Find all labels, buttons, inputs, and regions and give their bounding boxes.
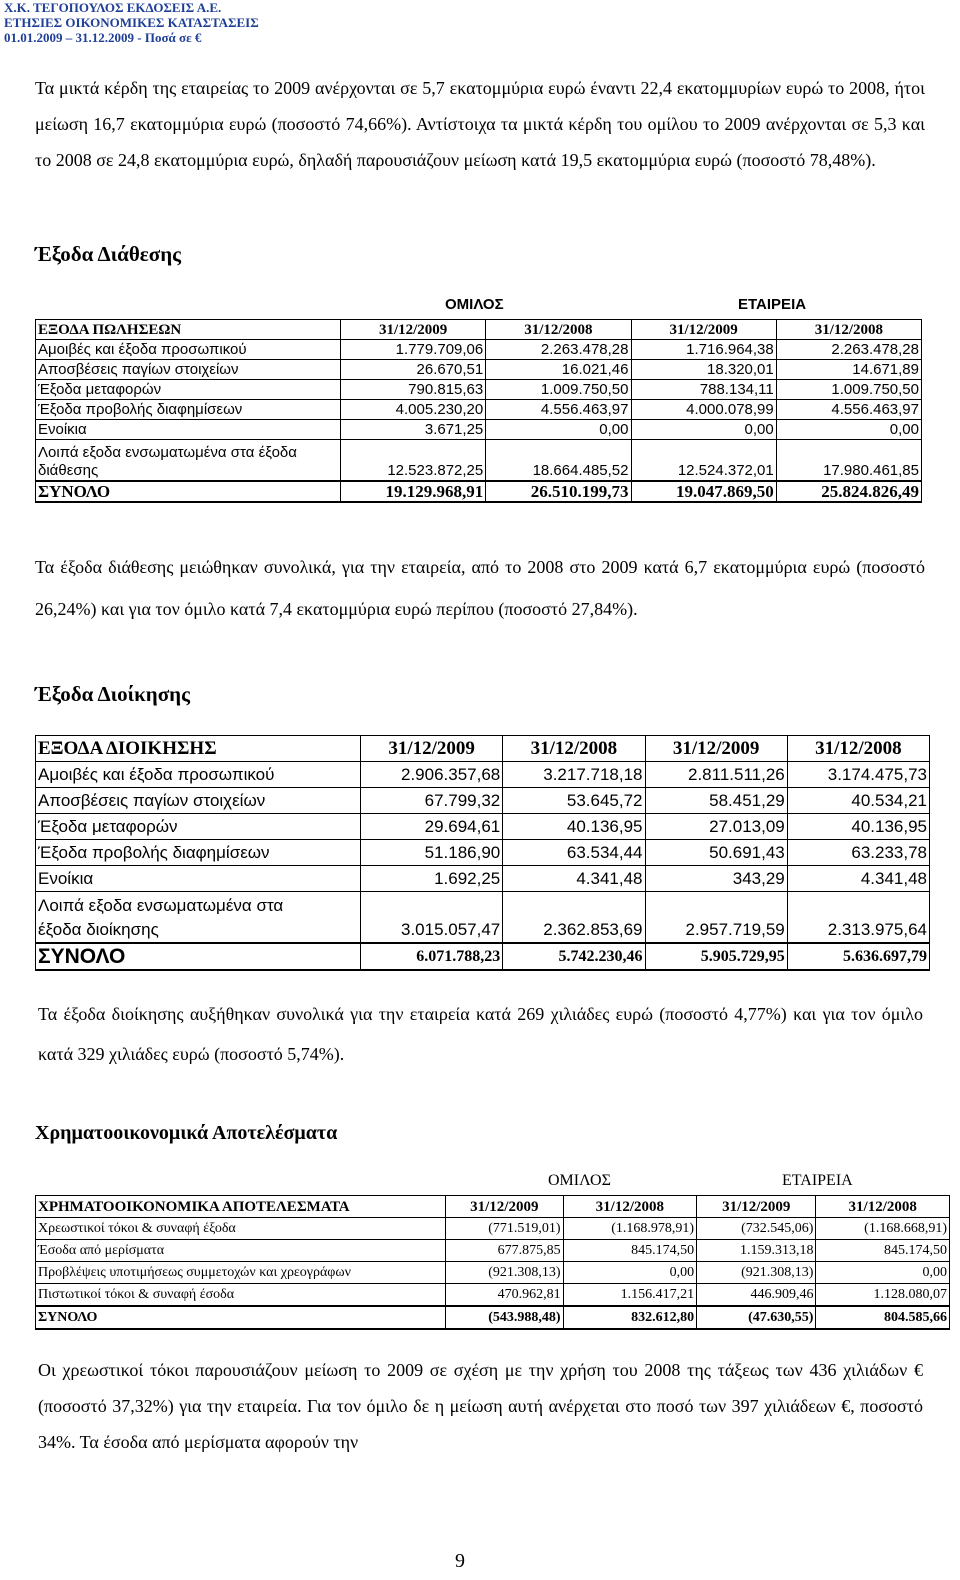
table-row	[36, 1284, 950, 1307]
cell-value: 63.534,44	[503, 840, 645, 866]
cell-value: 4.341,48	[503, 866, 645, 892]
table-header-cell: 31/12/2008	[816, 1196, 950, 1218]
section-title-admin-expenses: Έξοδα Διοίκησης	[35, 682, 190, 706]
document-header	[4, 0, 404, 45]
cell-value: (771.519,01)	[446, 1218, 564, 1240]
row-label: Έξοδα προβολής διαφημίσεων	[36, 840, 361, 866]
table-header-cell: 31/12/2009	[341, 320, 486, 340]
page-number: 9	[455, 1550, 465, 1572]
table-header-cell: ΕΞΟΔΑ ΠΩΛΗΣΕΩΝ	[36, 320, 341, 340]
cell-value: 2.957.719,59	[645, 892, 787, 944]
cell-value: 12.523.872,25	[341, 440, 486, 482]
group-label-omilos: ΟΜΙΛΟΣ	[548, 1172, 611, 1189]
row-label	[36, 440, 341, 482]
row-label: Έσοδα από μερίσματα	[36, 1240, 446, 1262]
table-row	[36, 440, 922, 482]
report-period: 01.01.2009 – 31.12.2009 - Ποσά σε €	[4, 30, 202, 45]
cell-value: 470.962,81	[446, 1284, 564, 1307]
row-label-line: διάθεσης	[38, 462, 99, 479]
cell-value: 12.524.372,01	[631, 440, 776, 482]
cell-value: (921.308,13)	[697, 1262, 816, 1284]
cell-value: (921.308,13)	[446, 1262, 564, 1284]
cell-value: 51.186,90	[361, 840, 503, 866]
cell-value: (1.168.668,91)	[816, 1218, 950, 1240]
cell-value: 0,00	[563, 1262, 697, 1284]
cell-value: 27.013,09	[645, 814, 787, 840]
cell-value: (1.168.978,91)	[563, 1218, 697, 1240]
total-value: 804.585,66	[816, 1306, 950, 1329]
cell-value: 4.341,48	[787, 866, 929, 892]
table-row	[36, 360, 922, 380]
cell-value: 26.670,51	[341, 360, 486, 380]
total-value: 5.636.697,79	[787, 943, 929, 970]
table-header-cell: 31/12/2009	[645, 736, 787, 762]
table-row	[36, 762, 930, 788]
cell-value: 58.451,29	[645, 788, 787, 814]
table-header-row	[36, 320, 922, 340]
row-label	[36, 892, 361, 944]
cell-value: 4.556.463,97	[486, 400, 631, 420]
table-header-cell: 31/12/2008	[563, 1196, 697, 1218]
total-row	[36, 943, 930, 970]
total-value: 19.129.968,91	[341, 481, 486, 502]
paragraph-selling-expenses: Τα έξοδα διάθεσης μειώθηκαν συνολικά, για την εταιρεία, από το 2008 στο 2009 κατά 6,7 εκατομμύρια ευρώ (ποσοστό 26,24%) και για τον όμιλο κατά 7,4 εκατομμύρια ευρώ περίπου (ποσοστό 27,84%).	[35, 557, 925, 619]
selling-expenses-table	[35, 319, 922, 503]
paragraph-admin-expenses: Τα έξοδα διοίκησης αυξήθηκαν συνολικά για την εταιρεία κατά 269 χιλιάδες ευρώ (ποσοστό 4,77%) και για τον όμιλο κατά 329 χιλιάδες ευρώ (ποσοστό 5,74%).	[38, 1004, 923, 1064]
cell-value: 4.556.463,97	[776, 400, 921, 420]
cell-value: 790.815,63	[341, 380, 486, 400]
section-title-selling-expenses: Έξοδα Διάθεσης	[35, 242, 181, 266]
cell-value: 677.875,85	[446, 1240, 564, 1262]
row-label: Χρεωστικοί τόκοι & συναφή έξοδα	[36, 1218, 446, 1240]
cell-value: 4.005.230,20	[341, 400, 486, 420]
table-header-row	[36, 736, 930, 762]
cell-value: 3.671,25	[341, 420, 486, 440]
row-label: Αμοιβές και έξοδα προσωπικού	[36, 762, 361, 788]
total-value: 832.612,80	[563, 1306, 697, 1329]
row-label: Έξοδα μεταφορών	[36, 814, 361, 840]
cell-value: 788.134,11	[631, 380, 776, 400]
cell-value: 3.015.057,47	[361, 892, 503, 944]
report-title: ΕΤΗΣΙΕΣ ΟΙΚΟΝΟΜΙΚΕΣ ΚΑΤΑΣΤΑΣΕΙΣ	[4, 15, 259, 30]
table-header-cell: 31/12/2009	[697, 1196, 816, 1218]
table-row	[36, 866, 930, 892]
total-value: (543.988,48)	[446, 1306, 564, 1329]
table3-group-header	[0, 1172, 960, 1192]
row-label: Προβλέψεις υποτιμήσεως συμμετοχών και χρεογράφων	[36, 1262, 446, 1284]
table-header-cell: 31/12/2009	[631, 320, 776, 340]
cell-value: 40.136,95	[503, 814, 645, 840]
cell-value: 1.156.417,21	[563, 1284, 697, 1307]
row-label: Ενοίκια	[36, 866, 361, 892]
row-label-line: Λοιπά εξοδα ενσωματωμένα στα έξοδα	[38, 444, 297, 461]
total-label: ΣΥΝΟΛΟ	[36, 481, 341, 502]
cell-value: 845.174,50	[563, 1240, 697, 1262]
total-value: 26.510.199,73	[486, 481, 631, 502]
cell-value: 14.671,89	[776, 360, 921, 380]
paragraph-gross-profit: Τα μικτά κέρδη της εταιρείας το 2009 ανέρχονται σε 5,7 εκατομμύρια ευρώ έναντι 22,4 εκατομμυρίων ευρώ το 2008, ήτοι μείωση 16,7 εκατομμύρια ευρώ (ποσοστό 74,66%). Αντίστοιχα τα μικτά κέρδη του ομίλου το 2009 ανέρχονται σε 5,3 και το 2008 σε 24,8 εκατομμύρια ευρώ, δηλαδή παρουσιάζουν μείωση κατά 19,5 εκατομμύρια ευρώ (ποσοστό 78,48%).	[35, 78, 925, 170]
table-row	[36, 1262, 950, 1284]
cell-value: 50.691,43	[645, 840, 787, 866]
table-row	[36, 892, 930, 944]
paragraph-financial-results: Οι χρεωστικοί τόκοι παρουσιάζουν μείωση το 2009 σε σχέση με την χρήση του 2008 της τάξεως των 436 χιλιάδων € (ποσοστό 37,32%) για την εταιρεία. Για τον όμιλο δε η μείωση αυτή ανέρχεται στο ποσό των 397 χιλιάδεων €, ποσοστό 34%. Τα έσοδα από μερίσματα αφορούν την	[38, 1360, 923, 1452]
cell-value: 1.716.964,38	[631, 340, 776, 360]
group-label-etaireia: ΕΤΑΙΡΕΙΑ	[738, 296, 807, 313]
cell-value: 1.009.750,50	[776, 380, 921, 400]
cell-value: 3.174.475,73	[787, 762, 929, 788]
row-label: Αποσβέσεις παγίων στοιχείων	[36, 788, 361, 814]
table-row	[36, 840, 930, 866]
total-row	[36, 1306, 950, 1329]
cell-value: 0,00	[776, 420, 921, 440]
cell-value: 1.692,25	[361, 866, 503, 892]
section-title-financial-results: Χρηματοοικονομικά Αποτελέσματα	[35, 1122, 338, 1144]
cell-value: 0,00	[486, 420, 631, 440]
table-row	[36, 340, 922, 360]
cell-value: 40.136,95	[787, 814, 929, 840]
total-value: 25.824.826,49	[776, 481, 921, 502]
cell-value: 4.000.078,99	[631, 400, 776, 420]
row-label: Έξοδα μεταφορών	[36, 380, 341, 400]
total-row	[36, 481, 922, 502]
table-header-cell: 31/12/2009	[446, 1196, 564, 1218]
cell-value: 2.263.478,28	[776, 340, 921, 360]
cell-value: 1.779.709,06	[341, 340, 486, 360]
admin-expenses-table	[35, 735, 930, 971]
cell-value: 0,00	[631, 420, 776, 440]
cell-value: 2.263.478,28	[486, 340, 631, 360]
cell-value: 0,00	[816, 1262, 950, 1284]
cell-value: 2.362.853,69	[503, 892, 645, 944]
company-name: Χ.Κ. ΤΕΓΟΠΟΥΛΟΣ ΕΚΔΟΣΕΙΣ Α.Ε.	[4, 0, 222, 15]
cell-value: 63.233,78	[787, 840, 929, 866]
row-label: Ενοίκια	[36, 420, 341, 440]
cell-value: 2.811.511,26	[645, 762, 787, 788]
table-row	[36, 1218, 950, 1240]
row-label: Αποσβέσεις παγίων στοιχείων	[36, 360, 341, 380]
cell-value: 343,29	[645, 866, 787, 892]
cell-value: 67.799,32	[361, 788, 503, 814]
group-label-omilos: ΟΜΙΛΟΣ	[445, 296, 504, 313]
table-header-cell: ΧΡΗΜΑΤΟΟΙΚΟΝΟΜΙΚΑ ΑΠΟΤΕΛΕΣΜΑΤΑ	[36, 1196, 446, 1218]
table-header-row	[36, 1196, 950, 1218]
row-label-line: έξοδα διοίκησης	[38, 920, 159, 939]
cell-value: 17.980.461,85	[776, 440, 921, 482]
cell-value: 1.009.750,50	[486, 380, 631, 400]
table-row	[36, 400, 922, 420]
cell-value: 29.694,61	[361, 814, 503, 840]
cell-value: 3.217.718,18	[503, 762, 645, 788]
total-value: (47.630,55)	[697, 1306, 816, 1329]
cell-value: 2.313.975,64	[787, 892, 929, 944]
table-header-cell: 31/12/2009	[361, 736, 503, 762]
total-value: 5.742.230,46	[503, 943, 645, 970]
cell-value: (732.545,06)	[697, 1218, 816, 1240]
total-label: ΣΥΝΟΛΟ	[36, 1306, 446, 1329]
row-label: Πιστωτικοί τόκοι & συναφή έσοδα	[36, 1284, 446, 1307]
total-value: 5.905.729,95	[645, 943, 787, 970]
table-row	[36, 788, 930, 814]
total-value: 6.071.788,23	[361, 943, 503, 970]
table-row	[36, 420, 922, 440]
total-value: 19.047.869,50	[631, 481, 776, 502]
cell-value: 1.128.080,07	[816, 1284, 950, 1307]
cell-value: 40.534,21	[787, 788, 929, 814]
row-label: Αμοιβές και έξοδα προσωπικού	[36, 340, 341, 360]
table-header-cell: 31/12/2008	[787, 736, 929, 762]
cell-value: 845.174,50	[816, 1240, 950, 1262]
table-row	[36, 1240, 950, 1262]
table-header-cell: 31/12/2008	[776, 320, 921, 340]
total-label: ΣΥΝΟΛΟ	[36, 943, 361, 970]
group-label-etaireia: ΕΤΑΙΡΕΙΑ	[782, 1172, 853, 1189]
cell-value: 18.320,01	[631, 360, 776, 380]
cell-value: 16.021,46	[486, 360, 631, 380]
table-row	[36, 814, 930, 840]
table-row	[36, 380, 922, 400]
cell-value: 53.645,72	[503, 788, 645, 814]
cell-value: 2.906.357,68	[361, 762, 503, 788]
row-label-line: Λοιπά εξοδα ενσωματωμένα στα	[38, 896, 284, 915]
table-header-cell: 31/12/2008	[503, 736, 645, 762]
row-label: Έξοδα προβολής διαφημίσεων	[36, 400, 341, 420]
financial-results-table	[35, 1195, 950, 1330]
cell-value: 446.909,46	[697, 1284, 816, 1307]
table-header-cell: 31/12/2008	[486, 320, 631, 340]
table1-group-header	[0, 296, 960, 316]
cell-value: 18.664.485,52	[486, 440, 631, 482]
table-header-cell: ΕΞΟΔΑ ΔΙΟΙΚΗΣΗΣ	[36, 736, 361, 762]
cell-value: 1.159.313,18	[697, 1240, 816, 1262]
